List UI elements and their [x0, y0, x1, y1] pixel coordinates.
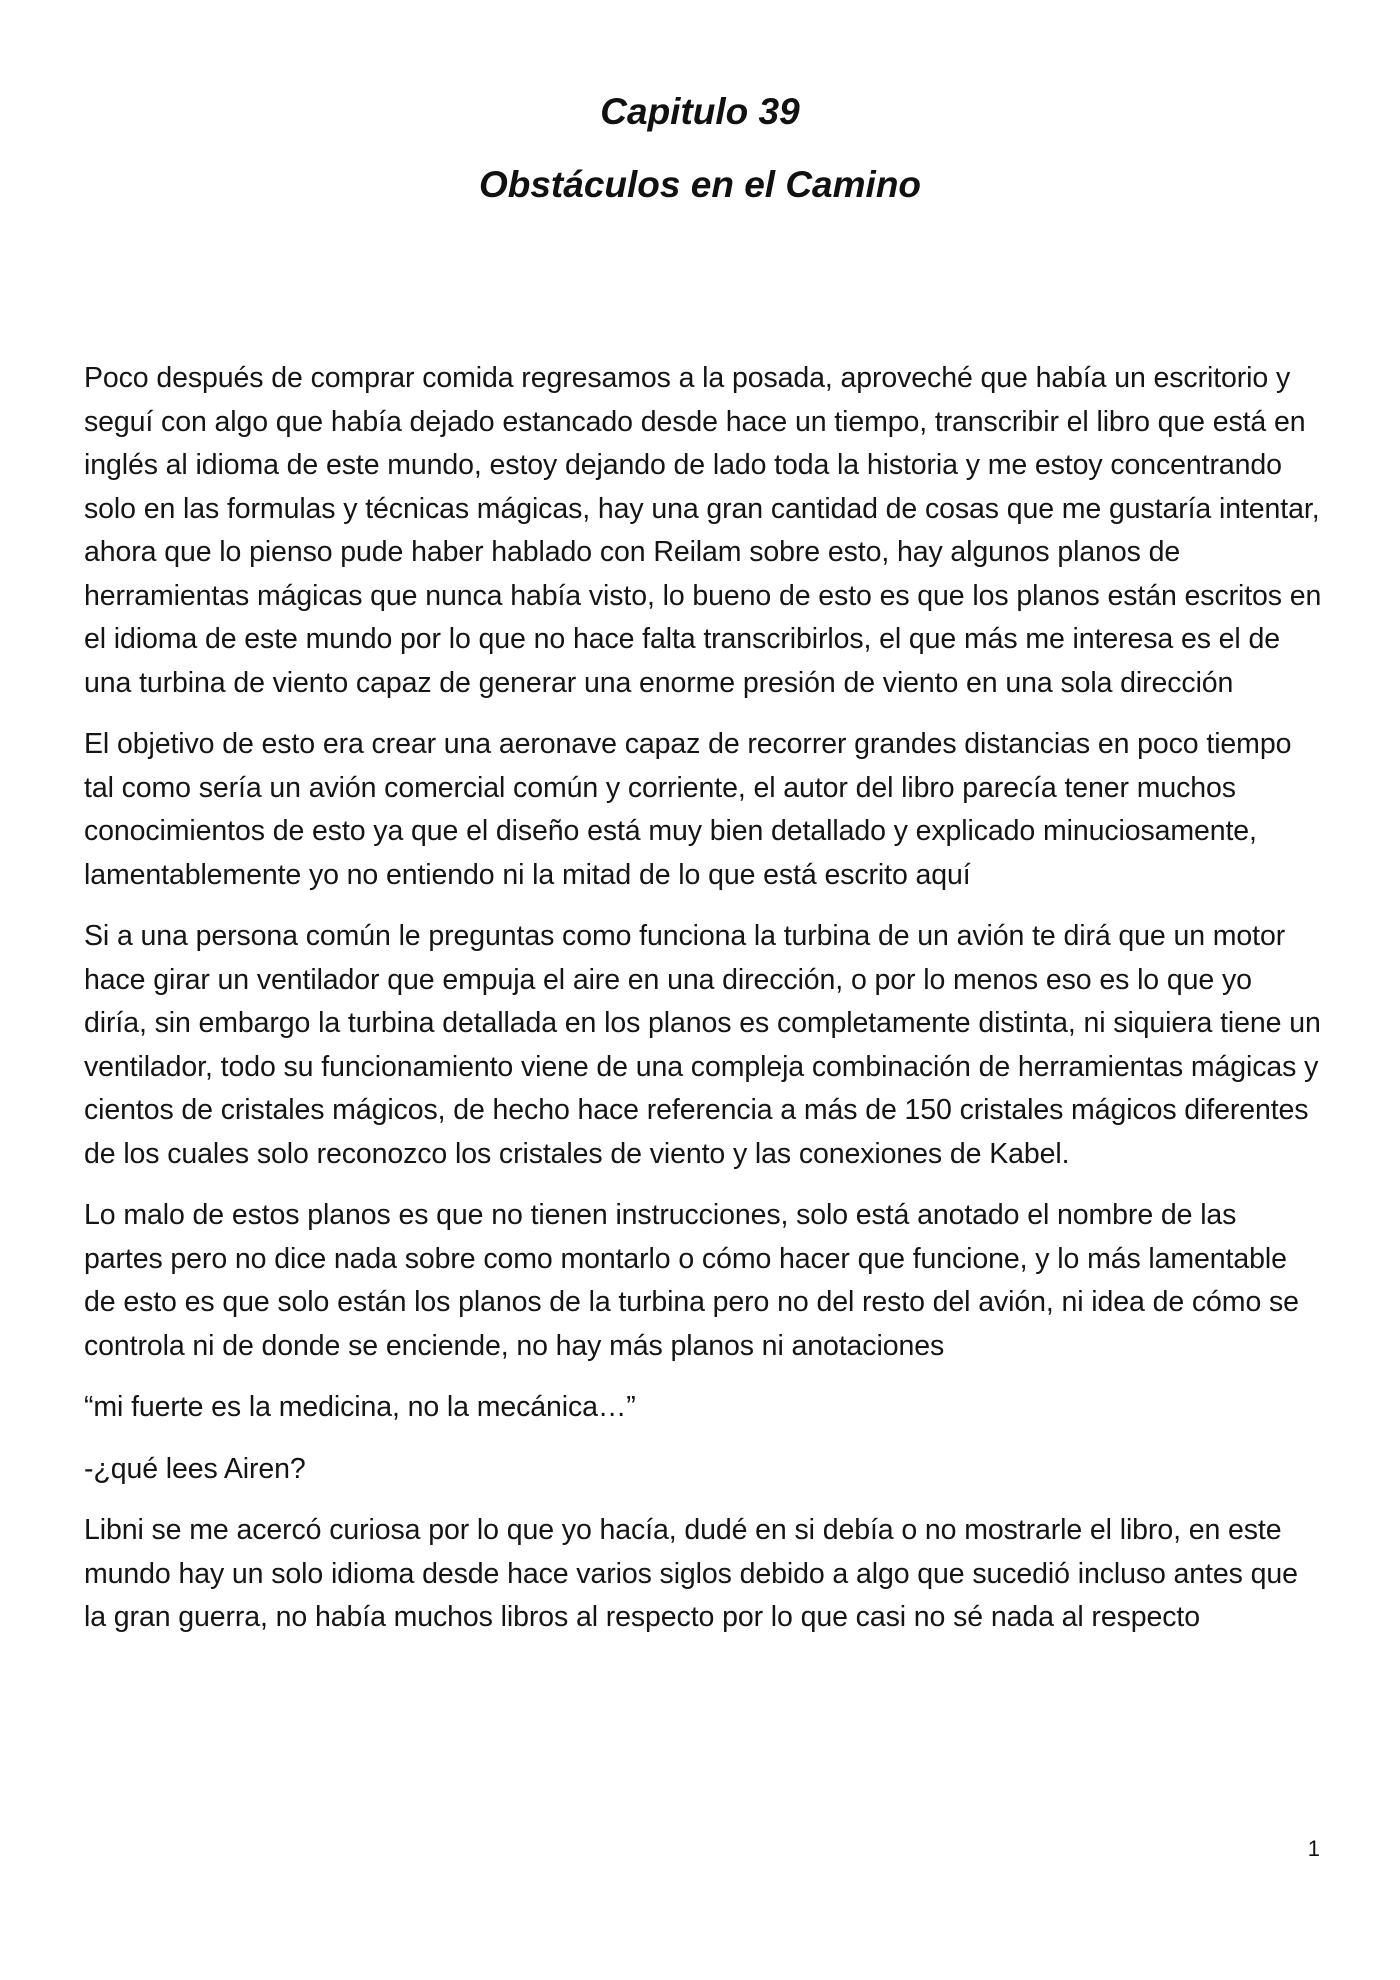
paragraph: Si a una persona común le preguntas como funciona la turbina de un avión te dirá que un motor hace girar un ventilador que empuja el aire en una dirección, o por lo menos eso es lo que yo diría, sin embargo la turbina detallada en los planos es completamente distinta, ni siquiera tiene un ventilador, todo su funcionamiento viene de una compleja combinación de herramientas mágicas y cientos de cristales mágicos, de hecho hace referencia a más de 150 cristales mágicos diferentes de los cuales solo reconozco los cristales de viento y las conexiones de Kabel. — [84, 920, 1321, 1170]
paragraph: Libni se me acercó curiosa por lo que yo hacía, dudé en si debía o no mostrarle el libro, en este mundo hay un solo idioma desde hace varios siglos debido a algo que sucedió incluso antes que la gran guerra, no había muchos libros al respecto por lo que casi no sé nada al respecto — [84, 1514, 1298, 1633]
paragraph: Lo malo de estos planos es que no tienen instrucciones, solo está anotado el nombre de las partes pero no dice nada sobre como montarlo o cómo hacer que funcione, y lo más lamentable de esto es que solo están los planos de la turbina pero no del resto del avión, ni idea de cómo se controla ni de donde se enciende, no hay más planos ni anotaciones — [84, 1199, 1299, 1362]
quoted-thought: “mi fuerte es la medicina, no la mecánica…” — [84, 1391, 636, 1423]
paragraph: Poco después de comprar comida regresamos a la posada, aproveché que había un escritorio y seguí con algo que había dejado estancado desde hace un tiempo, transcribir el libro que está en inglés al idioma de este mundo, estoy dejando de lado toda la historia y me estoy concentrando solo en las formulas y técnicas mágicas, hay una gran cantidad de cosas que me gustaría intentar, ahora que lo pienso pude haber hablado con Reilam sobre esto, hay algunos planos de herramientas mágicas que nunca había visto, lo bueno de esto es que los planos están escritos en el idioma de este mundo por lo que no hace falta transcribirlos, el que más me interesa es el de una turbina de viento capaz de generar una enorme presión de viento en una sola dirección — [84, 362, 1322, 699]
chapter-body — [84, 357, 1322, 1658]
chapter-number: Capitulo 39 — [600, 91, 800, 132]
dialogue-line: -¿qué lees Airen? — [84, 1452, 306, 1485]
page-number: 1 — [1307, 1836, 1320, 1861]
chapter-title: Obstáculos en el Camino — [478, 164, 922, 205]
paragraph: El objetivo de esto era crear una aeronave capaz de recorrer grandes distancias en poco tiempo tal como sería un avión comercial común y corriente, el autor del libro parecía tener muchos conocimientos de esto ya que el diseño está muy bien detallado y explicado minuciosamente, lamentablemente yo no entiendo ni la mitad de lo que está escrito aquí — [84, 728, 1292, 891]
